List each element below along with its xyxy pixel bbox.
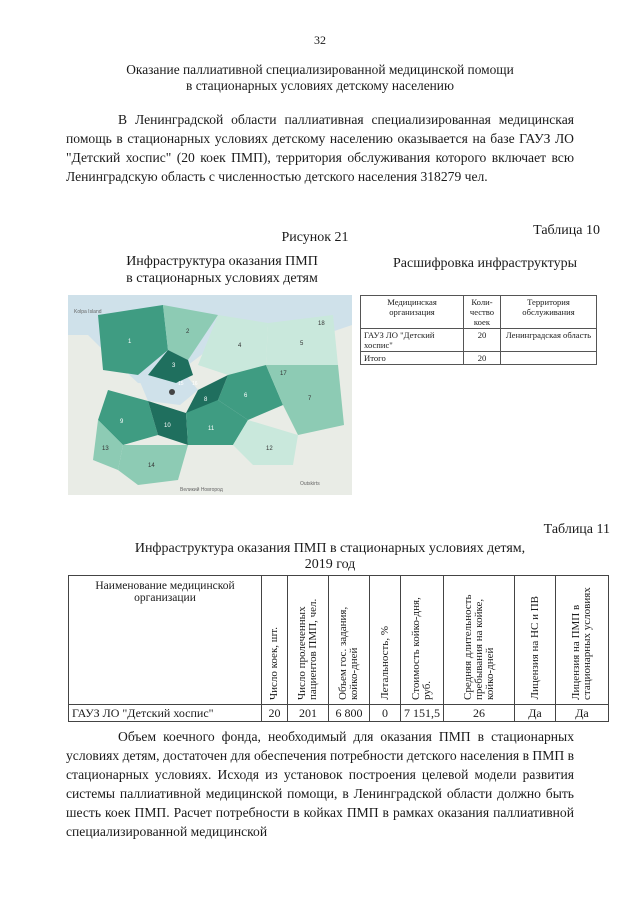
table11-header: [329, 576, 370, 705]
table11-header-text: Летальность, %: [378, 626, 391, 700]
table10-cell: Итого: [361, 352, 464, 365]
table10-cell: 20: [464, 352, 501, 365]
table10-header-org: Медицинская организация: [361, 296, 464, 329]
district-number: 6: [244, 393, 248, 399]
district-number: 14: [148, 463, 155, 469]
district-number: 5: [300, 341, 304, 347]
heading-line-2: в стационарных условиях детскому населению: [186, 78, 454, 93]
table11-cell: Да: [556, 705, 609, 722]
district-number: 8: [204, 397, 208, 403]
table10: [360, 295, 597, 365]
table11-cell: Да: [515, 705, 556, 722]
heading-line-1: Оказание паллиативной специализированной медицинской помощи: [126, 62, 514, 77]
district-number: 15: [178, 381, 184, 387]
table11-header-text: Число пролеченных пациентов ПМП, чел.: [296, 598, 319, 700]
table-row: [361, 352, 597, 365]
table11-title-line-2: 2019 год: [304, 557, 356, 572]
table11-header-text: Стоимость койко-дня, руб.: [410, 597, 433, 700]
district-number: 13: [102, 446, 109, 452]
figure-title-line-2: в стационарных условиях детям: [126, 271, 318, 286]
table11-header-text: Число коек, шт.: [268, 626, 280, 700]
table11-cell: 26: [444, 705, 515, 722]
district-number: 1: [128, 339, 132, 345]
table10-title: Расшифровка инфраструктуры: [392, 256, 578, 271]
table11-header: [401, 576, 444, 705]
map-label-kolpa: Kolpa Island: [74, 309, 102, 315]
table10-header-row: [361, 296, 597, 329]
table11-title: [60, 541, 600, 573]
table11-header: [288, 576, 329, 705]
district-number: 2: [186, 329, 190, 335]
intro-paragraph: В Ленинградской области паллиативная специализированная медицинская помощь в стационарных условиях детскому населению оказывается на базе ГАУЗ ЛО "Детский хоспис" (20 коек ПМП), территория обслуживания которого включает всю Ленинградскую область с численностью детского населения 318279 чел.: [66, 112, 574, 184]
figure-title-line-1: Инфраструктура оказания ПМП: [126, 254, 318, 269]
district-number: 11: [208, 426, 215, 432]
spb-marker: [169, 389, 175, 395]
table10-cell: Ленинградская область: [501, 329, 597, 352]
table11-title-line-1: Инфраструктура оказания ПМП в стационарных условиях детям,: [134, 541, 526, 556]
table11-header: [515, 576, 556, 705]
table11-header-text: Средняя длительность пребывания на койке, койко-дней: [461, 594, 496, 700]
table11-cell: 7 151,5: [401, 705, 444, 722]
table11-cell: 20: [262, 705, 288, 722]
district-number: 3: [172, 363, 176, 369]
table11-cell: 201: [288, 705, 329, 722]
table11-header: [262, 576, 288, 705]
region-map: [68, 295, 352, 495]
table11-header: [370, 576, 401, 705]
table11-header-text: Объем гос. задания, койко-дней: [337, 606, 360, 700]
figure-title: [82, 253, 362, 287]
table10-cell: ГАУЗ ЛО "Детский хоспис": [361, 329, 464, 352]
table11-header: [69, 576, 262, 705]
figure-label: Рисунок 21: [281, 230, 349, 245]
district-number: 18: [318, 321, 325, 327]
district-number: 17: [280, 371, 287, 377]
table11-cell: 6 800: [329, 705, 370, 722]
table10-header-territory: Территория обслуживания: [501, 296, 597, 329]
table10-label: Таблица 10: [533, 223, 600, 238]
table11-header-text: Наименование медицинской организации: [95, 580, 235, 604]
district-number: 10: [164, 423, 171, 429]
table10-cell: 20: [464, 329, 501, 352]
map-label-outskirts: Outskirts: [300, 481, 320, 487]
district-number: 7: [308, 396, 312, 402]
district-number: 4: [238, 343, 242, 349]
table11-header: [556, 576, 609, 705]
table11-header: [444, 576, 515, 705]
district-number: 12: [266, 446, 273, 452]
section-heading: [60, 62, 580, 94]
page-number: 32: [314, 33, 326, 47]
table11-header-text: Лицензия на НС и ПВ: [528, 596, 541, 700]
table11-header-text: Лицензия на ПМП в стационарных условиях: [570, 587, 593, 700]
table11-header-row: [69, 576, 609, 705]
district-number: 9: [120, 419, 124, 425]
table11-label: Таблица 11: [543, 522, 610, 537]
table10-header-beds: Коли-чество коек: [464, 296, 501, 329]
table10-cell: [501, 352, 597, 365]
table-row: [69, 705, 609, 722]
table11-cell: ГАУЗ ЛО "Детский хоспис": [69, 705, 262, 722]
closing-paragraph: Объем коечного фонда, необходимый для оказания ПМП в стационарных условиях детям, достаточен для обеспечения потребности детского населения в ПМП в стационарных условиях. Исходя из установок построения целевой модели развития системы паллиативной медицинской помощи, в Ленинградской области должно быть шесть коек ПМП. Расчет потребности в койках ПМП в рамках оказания паллиативной специализированной медицинской: [66, 729, 574, 839]
map-label-novgorod: Великий Новгород: [180, 487, 223, 493]
table11-cell: 0: [370, 705, 401, 722]
district-number: 16: [192, 381, 198, 387]
table11: [68, 575, 609, 722]
table-row: [361, 329, 597, 352]
